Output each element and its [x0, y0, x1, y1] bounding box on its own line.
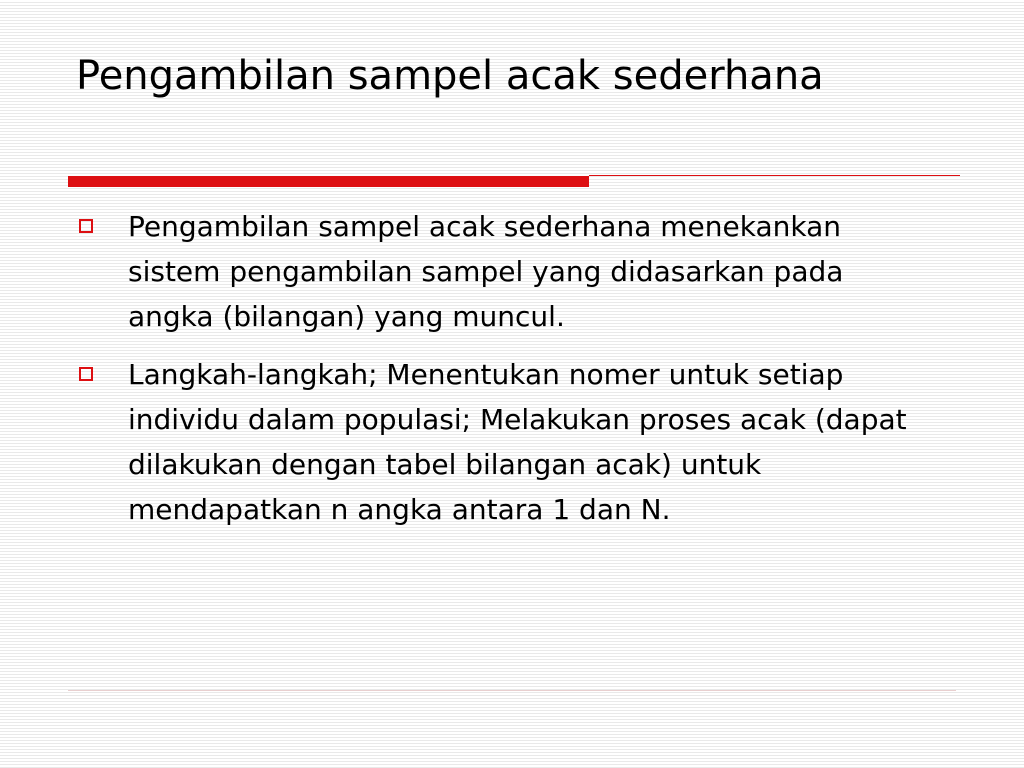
bullet-item — [76, 204, 936, 339]
footer-divider — [68, 690, 956, 691]
bullet-text: Langkah-langkah; Menentukan nomer untuk setiap individu dalam populasi; Melakukan proses acak (dapat dilakukan dengan tabel bilangan acak) untuk mendapatkan n angka antara 1 dan N. — [128, 358, 907, 526]
hollow-square-bullet-icon — [79, 367, 93, 381]
title-underline-bar — [68, 176, 589, 187]
bullet-text: Pengambilan sampel acak sederhana menekankan sistem pengambilan sampel yang didasarkan pada angka (bilangan) yang muncul. — [128, 210, 844, 333]
hollow-square-bullet-icon — [79, 219, 93, 233]
bullet-list — [76, 204, 936, 545]
title-underline-line — [589, 175, 960, 176]
bullet-item — [76, 352, 936, 532]
slide-title: Pengambilan sampel acak sederhana — [76, 53, 824, 99]
